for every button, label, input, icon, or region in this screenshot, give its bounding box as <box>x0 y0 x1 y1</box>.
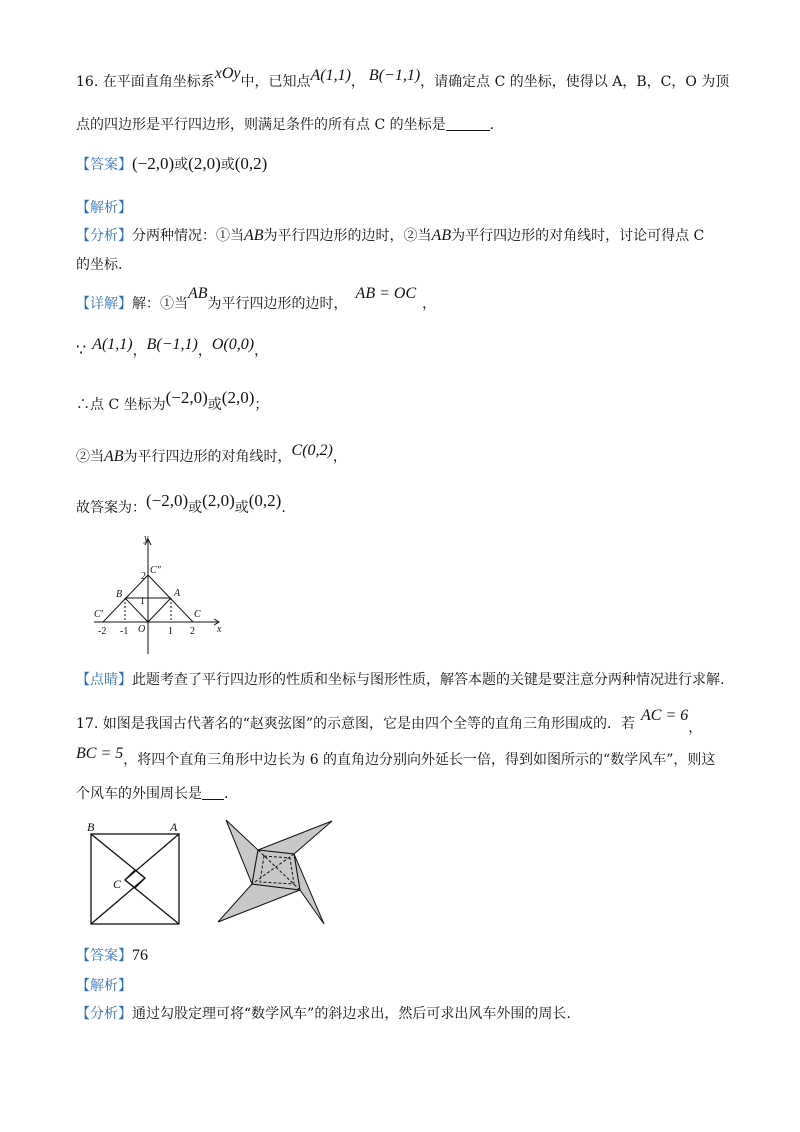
tick-y-2: 2 <box>141 571 146 582</box>
comma: ， <box>332 449 347 465</box>
detail-text: 解：①当 <box>132 296 188 312</box>
q16-final-line <box>76 491 286 518</box>
q17-answer-line <box>76 946 148 966</box>
final-ans-1: (−2,0) <box>146 491 189 510</box>
final-ans-2: (2,0) <box>202 491 235 510</box>
segment-ab: AB <box>244 227 264 244</box>
label-a: A <box>174 588 181 599</box>
coordinate-graph <box>86 532 226 656</box>
detail-tag: 【详解】 <box>76 296 132 312</box>
q16-fenxi-line2: 的坐标. <box>76 257 123 273</box>
q17-fenxi-line <box>76 1004 571 1024</box>
q16-therefore-line <box>76 388 269 415</box>
fenxi-text: 为平行四边形的对角线时，讨论可得点 C <box>451 228 705 244</box>
outer-square <box>91 834 179 924</box>
fenxi-text: 为平行四边形的边时，②当 <box>263 228 432 244</box>
bc-eq-5: BC = 5 <box>76 745 124 762</box>
y-label: y <box>144 533 149 544</box>
inner-square <box>125 870 145 888</box>
answer-tag: 【答案】 <box>76 948 132 964</box>
q16-analysis-tag: 【解析】 <box>76 200 132 216</box>
answer-blank <box>202 785 224 800</box>
q16-stem-line2 <box>76 115 494 135</box>
diag-2 <box>125 834 179 880</box>
fenxi-tag: 【分析】 <box>76 228 132 244</box>
ac-eq-6: AC = 6 <box>641 707 689 724</box>
q17-stem-text: 个风车的外围周长是 <box>76 786 202 802</box>
answer-2: (2,0) <box>188 154 221 173</box>
q16-fenxi-line1 <box>76 226 704 246</box>
q16-because-line <box>76 336 269 361</box>
answer-3: (0,2) <box>234 154 268 173</box>
fenxi-text: 通过勾股定理可将“数学风车”的斜边求出，然后可求出风车外围的周长. <box>132 1006 571 1022</box>
case2-text: 为平行四边形的对角线时， <box>123 449 292 465</box>
comma: ， <box>422 296 437 312</box>
q16-case2-line <box>76 442 347 467</box>
q16-stem-text: . <box>489 117 495 133</box>
or-text: 或 <box>220 157 235 173</box>
label-c: C <box>113 877 122 891</box>
point-b: B(−1,1) <box>146 336 198 353</box>
zhao-shuang-diagram <box>84 818 194 930</box>
detail-text: 为平行四边形的边时， <box>207 296 348 312</box>
label-c-prime: C′ <box>94 609 103 620</box>
q17-analysis-tag: 【解析】 <box>76 978 132 994</box>
coord-1: (−2,0) <box>165 388 208 407</box>
or-text: 或 <box>207 397 222 413</box>
q16-answer-line <box>76 154 267 175</box>
point-o: O(0,0) <box>211 336 255 353</box>
answer-1: (−2,0) <box>132 154 175 173</box>
comment-tag: 【点睛】 <box>76 672 132 688</box>
point-b: B(−1,1) <box>368 67 421 84</box>
fenxi-text: 分两种情况：①当 <box>132 228 244 244</box>
q17-stem-text: 17. 如图是我国古代著名的“赵爽弦图”的示意图，它是由四个全等的直角三角形围成的．若 <box>76 716 636 732</box>
comma: ， <box>688 720 703 736</box>
segment-ab: AB <box>431 227 452 244</box>
coord-2: (2,0) <box>221 388 255 407</box>
comma: ， <box>132 343 147 359</box>
label-c: C <box>194 609 201 620</box>
label-b: B <box>87 820 95 834</box>
point-c: C(0,2) <box>291 442 333 459</box>
blade-4 <box>218 884 300 922</box>
comma: ， <box>197 343 212 359</box>
blade-2 <box>258 821 332 854</box>
q17-stem-line1 <box>76 707 703 736</box>
label-c-double-prime: C″ <box>150 565 161 576</box>
q17-stem-text: ，将四个直角三角形中边长为 6 的直角边分别向外延长一倍，得到如图所示的“数学风车”，则这 <box>123 752 716 768</box>
point-a: A(1,1) <box>310 67 351 84</box>
because-symbol: ∵ <box>76 340 87 359</box>
final-ans-3: (0,2) <box>248 491 282 510</box>
q17-stem-line3 <box>76 784 228 804</box>
label-a: A <box>170 820 178 834</box>
case2-text: ②当 <box>76 449 104 465</box>
answer-blank <box>446 116 490 131</box>
q17-stem-text: . <box>224 786 229 802</box>
fenxi-tag: 【分析】 <box>76 1006 132 1022</box>
segment-ab: AB <box>188 285 208 302</box>
sep: ， <box>350 74 365 90</box>
therefore-text: ∴点 C 坐标为 <box>76 397 166 413</box>
ab-eq-oc: AB = OC <box>355 285 417 302</box>
q17-stem-line2 <box>76 745 716 770</box>
math-windmill-diagram <box>214 818 338 928</box>
label-b: B <box>116 589 123 600</box>
tick-x-neg1: -1 <box>120 626 129 637</box>
q16-stem-text: 16. 在平面直角坐标系 <box>76 74 215 90</box>
period: . <box>281 500 286 516</box>
tick-x-neg2: -2 <box>98 626 107 637</box>
q16-detail-line1 <box>76 285 437 314</box>
q16-comment-line <box>76 670 724 690</box>
segment-ao <box>148 598 171 622</box>
origin-label: O <box>138 624 146 635</box>
coord-system-label: xOy <box>214 65 241 82</box>
answer-value: 76 <box>132 947 148 964</box>
tick-x-2: 2 <box>190 626 195 637</box>
final-text: 故答案为： <box>76 500 146 516</box>
segment-ab: AB <box>104 448 124 465</box>
tick-x-1: 1 <box>168 626 173 637</box>
q16-stem-text: ，请确定点 C 的坐标，使得以 A，B，C，O 为顶 <box>420 74 730 90</box>
comma: ， <box>254 343 269 359</box>
q16-stem-line1 <box>76 65 730 92</box>
semicolon: ； <box>254 397 269 413</box>
q16-stem-text: 点的四边形是平行四边形，则满足条件的所有点 C 的坐标是 <box>76 117 446 133</box>
q16-stem-text: 中，已知点 <box>240 74 311 90</box>
or-text: 或 <box>234 500 249 516</box>
answer-tag: 【答案】 <box>76 157 132 173</box>
comment-text: 此题考查了平行四边形的性质和坐标与图形性质，解答本题的关键是要注意分两种情况进行求解. <box>132 672 725 688</box>
or-text: 或 <box>188 500 203 516</box>
or-text: 或 <box>174 157 189 173</box>
tick-y-1: 1 <box>140 596 145 607</box>
x-label: x <box>217 624 222 635</box>
point-a: A(1,1) <box>92 336 133 353</box>
center-square <box>252 850 300 890</box>
